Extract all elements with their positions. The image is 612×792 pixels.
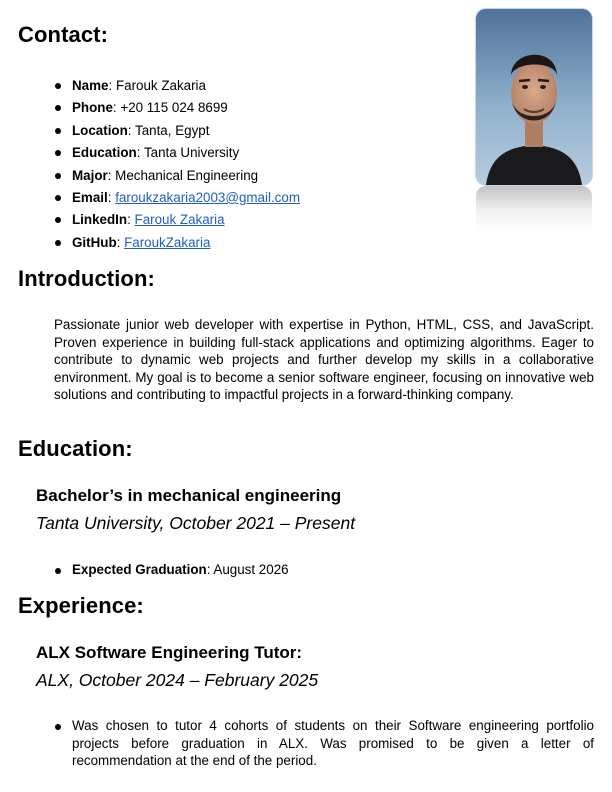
separator: : xyxy=(107,189,116,205)
separator: : xyxy=(108,78,116,93)
experience-bullets xyxy=(54,717,594,770)
portrait-illustration xyxy=(476,9,592,185)
profile-photo xyxy=(476,9,592,185)
contact-location xyxy=(54,121,300,143)
experience-role: ALX Software Engineering Tutor: xyxy=(36,643,303,662)
contact-label: Phone xyxy=(72,100,113,116)
separator: : xyxy=(127,122,135,138)
photo-reflection xyxy=(476,186,592,234)
contact-email xyxy=(54,188,300,210)
github-link[interactable]: FaroukZakaria xyxy=(124,234,211,250)
separator: : xyxy=(112,100,121,116)
separator: : xyxy=(107,167,116,183)
contact-label: Email xyxy=(72,189,108,205)
education-meta: Tanta University, October 2021 – Present xyxy=(36,513,356,533)
contact-label: Location xyxy=(72,122,128,138)
bullet-label: Expected Graduation xyxy=(72,562,207,577)
experience-meta: ALX, October 2024 – February 2025 xyxy=(36,670,319,690)
linkedin-link[interactable]: Farouk Zakaria xyxy=(134,212,225,228)
introduction-heading: Introduction: xyxy=(18,266,155,291)
contact-label: LinkedIn xyxy=(72,212,128,228)
separator: : xyxy=(116,234,125,250)
experience-heading: Experience: xyxy=(18,593,144,618)
contact-name xyxy=(54,76,300,98)
contact-github xyxy=(54,233,300,255)
education-bullets xyxy=(54,561,289,579)
contact-value: +20 115 024 8699 xyxy=(120,100,228,116)
separator: : xyxy=(136,145,144,161)
contact-label: Education xyxy=(72,145,137,161)
contact-value: Mechanical Engineering xyxy=(115,167,259,183)
contact-list xyxy=(54,76,300,255)
email-link[interactable]: faroukzakaria2003@gmail.com xyxy=(115,189,300,205)
contact-value: Tanta University xyxy=(143,145,240,161)
contact-label: GitHub xyxy=(72,234,117,250)
contact-linkedin xyxy=(54,210,300,232)
education-heading: Education: xyxy=(18,436,133,461)
separator: : xyxy=(206,562,214,577)
contact-major xyxy=(54,166,300,188)
contact-phone xyxy=(54,98,300,120)
expected-graduation xyxy=(54,561,289,579)
bullet-value: August 2026 xyxy=(213,562,289,577)
contact-value: Farouk Zakaria xyxy=(115,78,206,93)
introduction-text: Passionate junior web developer with expertise in Python, HTML, CSS, and JavaScript. Proven experience in building full-stack applications and optimizing algorithms. Eager to contribute to dynamic web projects and further develop my skills in a collaborative environment. My goal is to become a senior software engineer, focusing on innovative web solutions and contributing to impactful projects in a forward-thinking company. xyxy=(54,317,594,403)
experience-bullet: Was chosen to tutor 4 cohorts of students on their Software engineering portfolio projects before graduation in ALX. Was promised to be given a letter of recommendation at the end of the period. xyxy=(54,717,594,770)
contact-label: Major xyxy=(72,167,108,183)
separator: : xyxy=(127,212,135,228)
education-degree: Bachelor’s in mechanical engineering xyxy=(36,486,342,505)
contact-heading: Contact: xyxy=(18,22,109,47)
contact-value: Tanta, Egypt xyxy=(135,122,210,138)
contact-label: Name xyxy=(72,78,109,93)
contact-education xyxy=(54,143,300,165)
